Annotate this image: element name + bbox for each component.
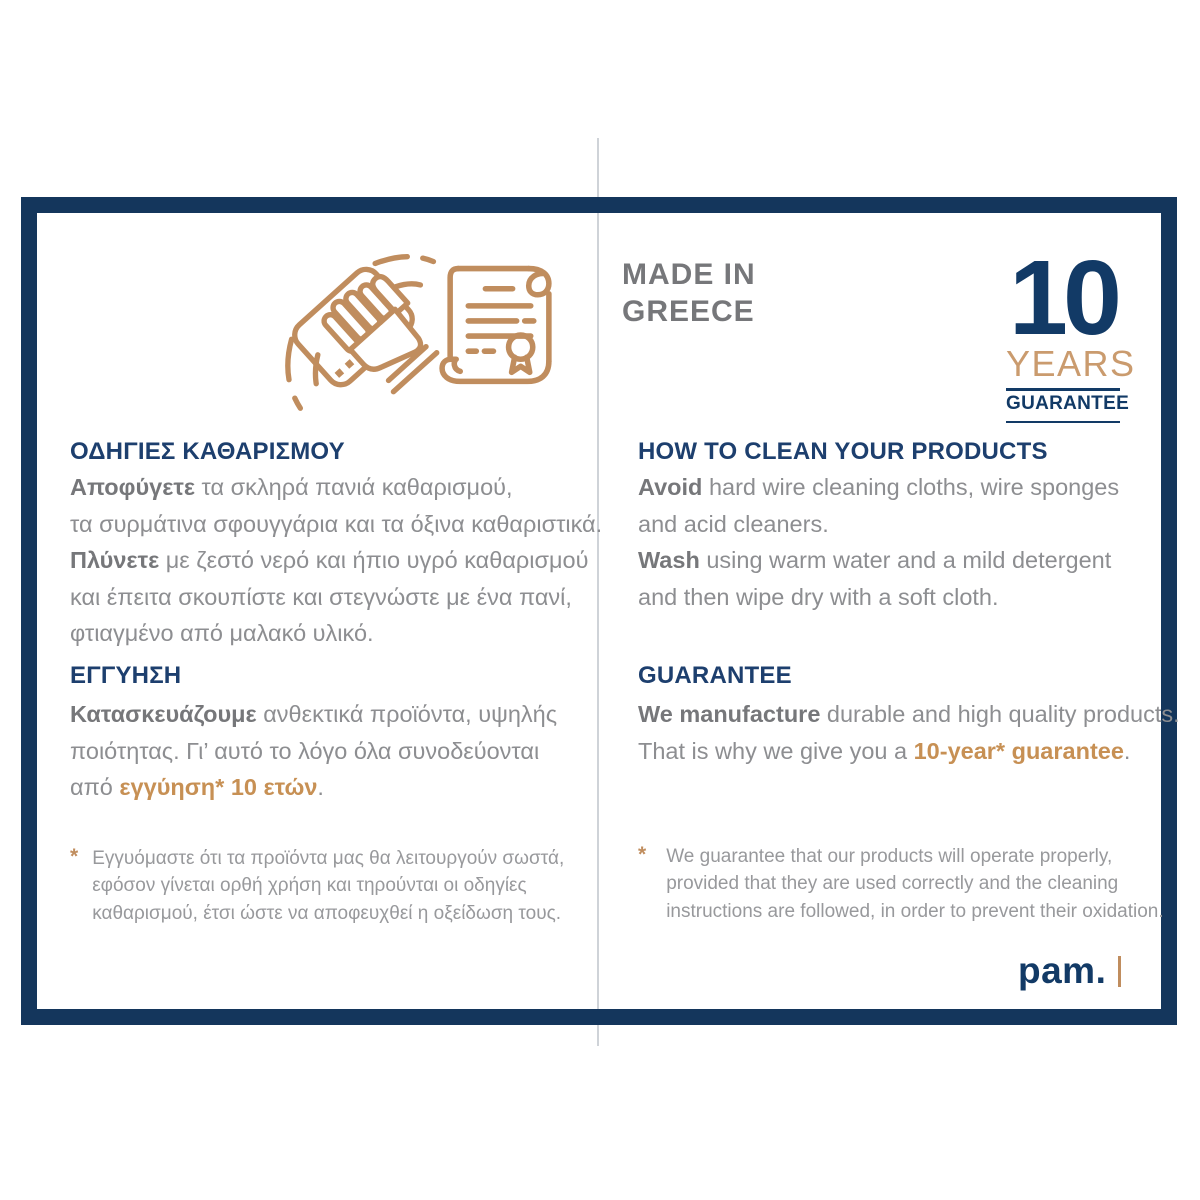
made-in-line2: GREECE [622, 295, 755, 328]
pam-logo [1018, 950, 1121, 992]
text-line [70, 769, 557, 806]
greek-guarantee-text [70, 696, 557, 806]
bold-word: Avoid [638, 474, 703, 500]
made-in-line1: MADE IN [622, 258, 756, 291]
bold-word: Αποφύγετε [70, 474, 196, 500]
line-pre: That is why we give you a [638, 737, 914, 764]
text-line: and acid cleaners. [638, 510, 829, 537]
line-post: . [1123, 737, 1131, 764]
text-line: and then wipe dry with a soft cloth. [638, 583, 999, 610]
certificate-scroll-icon [430, 252, 566, 404]
text-line [70, 696, 557, 733]
line-rest: τα σκληρά πανιά καθαρισμού, [195, 474, 513, 500]
footnote-text [92, 845, 564, 927]
hand-wiping-cloth-icon [278, 246, 448, 416]
greek-guarantee-title: ΕΓΓΥΗΣΗ [70, 662, 182, 689]
footnote-asterisk: * [70, 845, 79, 868]
english-footnote [638, 843, 1164, 925]
footnote-asterisk: * [638, 843, 647, 866]
greek-cleaning-title: ΟΔΗΓΙΕΣ ΚΑΘΑΡΙΣΜΟΥ [70, 438, 345, 465]
text-line: εφόσον γίνεται ορθή χρήση και τηρούνται οι οδηγίες [92, 875, 527, 897]
text-line [638, 733, 1180, 770]
text-line [638, 542, 1119, 579]
made-in-greece-label [622, 256, 756, 330]
text-line [70, 469, 602, 506]
brand-bar [1118, 956, 1121, 987]
english-cleaning-title: HOW TO CLEAN YOUR PRODUCTS [638, 438, 1048, 465]
text-line: instructions are followed, in order to prevent their oxidation. [666, 900, 1164, 922]
greek-footnote [70, 845, 564, 927]
line-rest: durable and high quality products. [820, 701, 1180, 727]
brand-name: pam. [1018, 950, 1107, 991]
badge-number: 10 [1009, 239, 1117, 357]
english-cleaning-text [638, 469, 1119, 615]
text-line: provided that they are used correctly and the cleaning [666, 873, 1119, 895]
bold-word: We manufacture [638, 701, 821, 727]
line-rest: με ζεστό νερό και ήπιο υγρό καθαρισμού [159, 547, 589, 574]
line-post: . [317, 774, 324, 801]
line-pre: από [70, 774, 120, 801]
line-rest: using warm water and a mild detergent [699, 547, 1112, 574]
text-line: We guarantee that our products will operate properly, [666, 846, 1113, 867]
line-rest: hard wire cleaning cloths, wire sponges [702, 474, 1120, 500]
bold-word: Wash [638, 547, 700, 574]
bold-word: Κατασκευάζουμε [70, 701, 257, 727]
english-guarantee-text [638, 696, 1180, 769]
text-line [638, 469, 1119, 506]
text-line: φτιαγμένο από μαλακό υλικό. [70, 620, 374, 647]
text-line [70, 542, 602, 579]
guarantee-highlight: εγγύηση* 10 ετών [119, 774, 318, 801]
text-line: ποιότητας. Γι’ αυτό το λόγο όλα συνοδεύονται [70, 737, 540, 764]
badge-guarantee-label: GUARANTEE [1006, 392, 1130, 414]
english-guarantee-title: GUARANTEE [638, 662, 792, 689]
badge-years-label: YEARS [1006, 343, 1136, 384]
badge-divider-bottom [1006, 421, 1120, 424]
text-line: καθαρισμού, έτσι ώστε να αποφευχθεί η οξείδωση τους. [92, 902, 562, 924]
ten-years-guarantee-badge [1006, 239, 1136, 423]
text-line: και έπειτα σκουπίστε και στεγνώστε με ένα πανί, [70, 583, 572, 610]
text-line: Εγγυόμαστε ότι τα προϊόντα μας θα λειτουργούν σωστά, [92, 848, 565, 869]
line-rest: ανθεκτικά προϊόντα, υψηλής [256, 701, 558, 727]
bold-word: Πλύνετε [70, 547, 160, 574]
footnote-text [666, 843, 1163, 925]
text-line [638, 696, 1180, 733]
guarantee-highlight: 10-year* guarantee [913, 737, 1124, 764]
greek-cleaning-text [70, 469, 602, 652]
text-line: τα συρμάτινα σφουγγάρια και τα όξινα καθαριστικά. [70, 510, 603, 537]
